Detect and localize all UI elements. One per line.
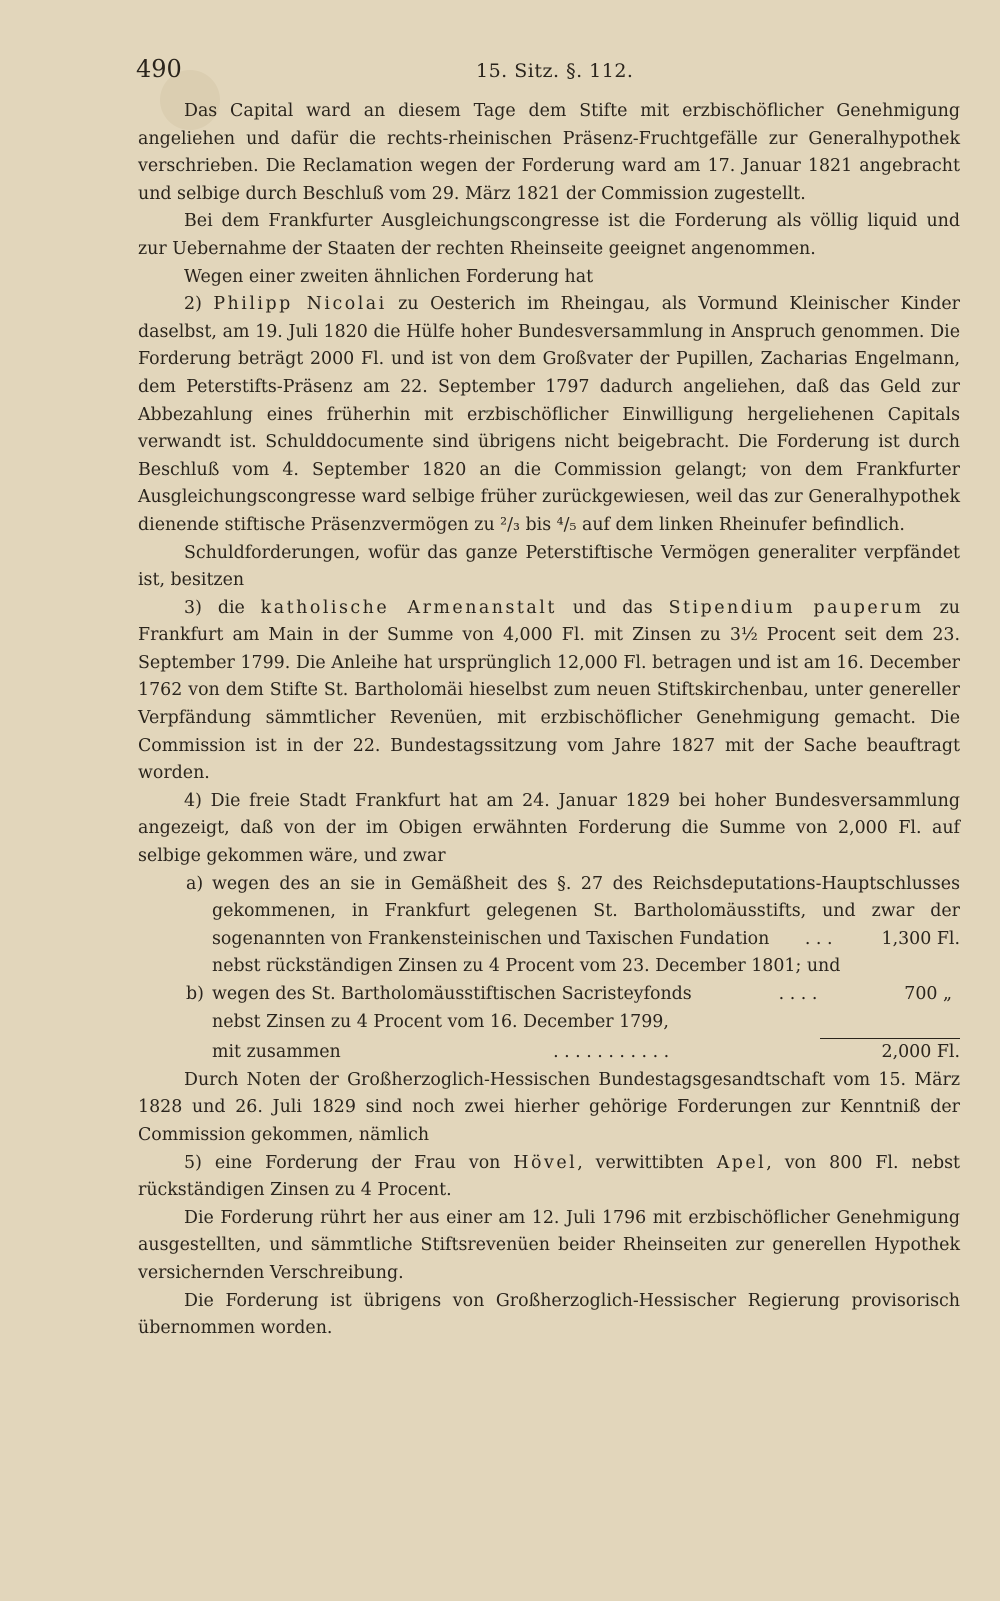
item-2 bbox=[138, 291, 960, 539]
item-3-armenanstalt: katholische Armenanstalt bbox=[260, 597, 557, 618]
paragraph-4: Schuldforderungen, wofür das ganze Peterstiftische Vermögen generaliter verpfändet ist, besitzen bbox=[138, 542, 960, 591]
item-2-name: Philipp Nicolai bbox=[213, 294, 387, 315]
sub-b-dots: . . . . bbox=[778, 984, 818, 1004]
item-3-text-a: die bbox=[217, 597, 245, 618]
sum-label: mit zusammen bbox=[212, 1042, 341, 1063]
item-4-text: Die freie Stadt Frankfurt hat am 24. Januar 1829 bei hoher Bundesversammlung angezeigt, daß von der im Obigen erwähnten Forderung die Summe von 2,000 Fl. auf selbige gekommen wäre, und zwar bbox=[138, 790, 961, 867]
item-3-text-e: zu Frankfurt am Main in der Summe von 4,000 Fl. mit Zinsen zu 3½ Procent seit dem 23. September 1799. Die Anleihe hat ursprünglich 12,000 Fl. betragen und ist am 16. December 1762 von dem Stifte St. Bartholomäi hieselbst zum neuen Stiftskirchenbau, unter genereller Verpfändung sämmtlicher Revenüen, mit erzbischöflicher Genehmigung gemacht. Die Commission ist in der 22. Bundestagssitzung vom Jahre 1827 mit der Sache beauftragt worden. bbox=[138, 597, 960, 784]
item-3-text-c: und das bbox=[572, 597, 653, 618]
sum-row bbox=[186, 1039, 960, 1067]
paragraph-3: Wegen einer zweiten ähnlichen Forderung hat bbox=[184, 266, 594, 287]
paragraph-1: Das Capital ward an diesem Tage dem Stifte mit erzbischöflicher Genehmigung angeliehen und dafür die rechts-rheinischen Präsenz-Fruchtgefälle zur Generalhypothek verschrieben. Die Reclamation wegen der Forderung ward am 17. Januar 1821 angebracht und selbige durch Beschluß vom 29. März 1821 der Commission zugestellt. bbox=[138, 101, 960, 204]
page-number: 490 bbox=[136, 55, 182, 83]
item-5-label: 5) bbox=[184, 1152, 202, 1173]
item-5-text-e: , von 800 Fl. nebst rückständigen Zinsen zu 4 Procent. bbox=[138, 1152, 961, 1201]
paragraph-6: Die Forderung rührt her aus einer am 12. Juli 1796 mit erzbischöflicher Genehmigung ausgestellten, und sämmtliche Stiftsrevenüen beider Rheinseiten zur generellen Hypothek versichernden Verschreibung. bbox=[138, 1207, 960, 1283]
sub-list bbox=[138, 871, 960, 1067]
item-2-text: zu Oesterich im Rheingau, als Vormund Kleinischer Kinder daselbst, am 19. Juli 1820 die Hülfe hoher Bundesversammlung in Anspruch genommen. Die Forderung beträgt 2000 Fl. und ist von dem Großvater der Pupillen, Zacharias Engelmann, dem Peterstifts-Präsenz am 22. September 1797 dadurch angeliehen, daß das Geld zur Abbezahlung eines früherhin mit erzbischöflicher Einwilligung hergeliehenen Capitals verwandt ist. Schulddocumente sind übrigens nicht beigebracht. Die Forderung ist durch Beschluß vom 4. September 1820 an die Commission gelangt; von dem Frankfurter Ausgleichungscongresse ward selbige früher zurückgewiesen, weil das zur Generalhypothek dienende stiftische Präsenzvermögen zu ²/₃ bis ⁴/₅ auf dem linken Rheinufer befindlich. bbox=[138, 294, 960, 535]
paragraph-5: Durch Noten der Großherzoglich-Hessischen Bundestagsgesandtschaft vom 15. März 1828 und 26. Juli 1829 sind noch zwei hierher gehörige Forderungen zur Kenntniß der Commission gekommen, nämlich bbox=[138, 1069, 960, 1145]
sub-b-text: wegen des St. Bartholomäusstiftischen Sacristeyfonds bbox=[212, 984, 692, 1004]
sub-a-text: wegen des an sie in Gemäßheit des §. 27 des Reichsdeputations-Hauptschlusses gekommenen, in Frankfurt gelegenen St. Bartholomäusstifts, und zwar der sogenannten von Frankensteinischen und Taxischen Fundation bbox=[212, 873, 960, 949]
item-5-apel: Apel bbox=[716, 1152, 767, 1173]
sub-a-dots: . . . bbox=[804, 928, 833, 949]
sub-b-text2: nebst Zinsen zu 4 Procent vom 16. December 1799, bbox=[212, 1011, 669, 1032]
sub-item-b bbox=[186, 981, 960, 1036]
item-5-text-a: eine Forderung der Frau von bbox=[214, 1152, 501, 1173]
page-body bbox=[138, 98, 960, 1343]
paragraph-7: Die Forderung ist übrigens von Großherzoglich-Hessischer Regierung provisorisch übernommen worden. bbox=[138, 1290, 960, 1339]
item-3 bbox=[138, 595, 960, 788]
sub-a-text2: nebst rückständigen Zinsen zu 4 Procent vom 23. December 1801; und bbox=[212, 956, 841, 977]
item-2-label: 2) bbox=[184, 294, 202, 315]
item-3-stipendium: Stipendium pauperum bbox=[668, 597, 924, 618]
item-5-text-c: , verwittibten bbox=[577, 1152, 704, 1173]
sub-b-label: b) bbox=[186, 984, 204, 1004]
paragraph-2: Bei dem Frankfurter Ausgleichungscongresse ist die Forderung als völlig liquid und zur Uebernahme der Staaten der rechten Rheinseite geeignet angenommen. bbox=[138, 211, 960, 259]
sum-amount: 2,000 Fl. bbox=[881, 1042, 960, 1063]
item-4 bbox=[138, 788, 960, 871]
sub-a-label: a) bbox=[186, 873, 204, 894]
sub-item-a bbox=[186, 871, 960, 981]
sub-a-amount: 1,300 Fl. bbox=[881, 928, 960, 949]
item-3-label: 3) bbox=[184, 597, 202, 618]
item-5 bbox=[138, 1150, 960, 1205]
item-5-hoevel: Hövel bbox=[513, 1152, 578, 1173]
running-head: 15. Sitz. §. 112. bbox=[476, 60, 634, 82]
sub-b-amount: 700 „ bbox=[904, 984, 952, 1004]
item-4-label: 4) bbox=[184, 790, 202, 811]
sum-dots: . . . . . . . . . . . bbox=[553, 1042, 670, 1063]
